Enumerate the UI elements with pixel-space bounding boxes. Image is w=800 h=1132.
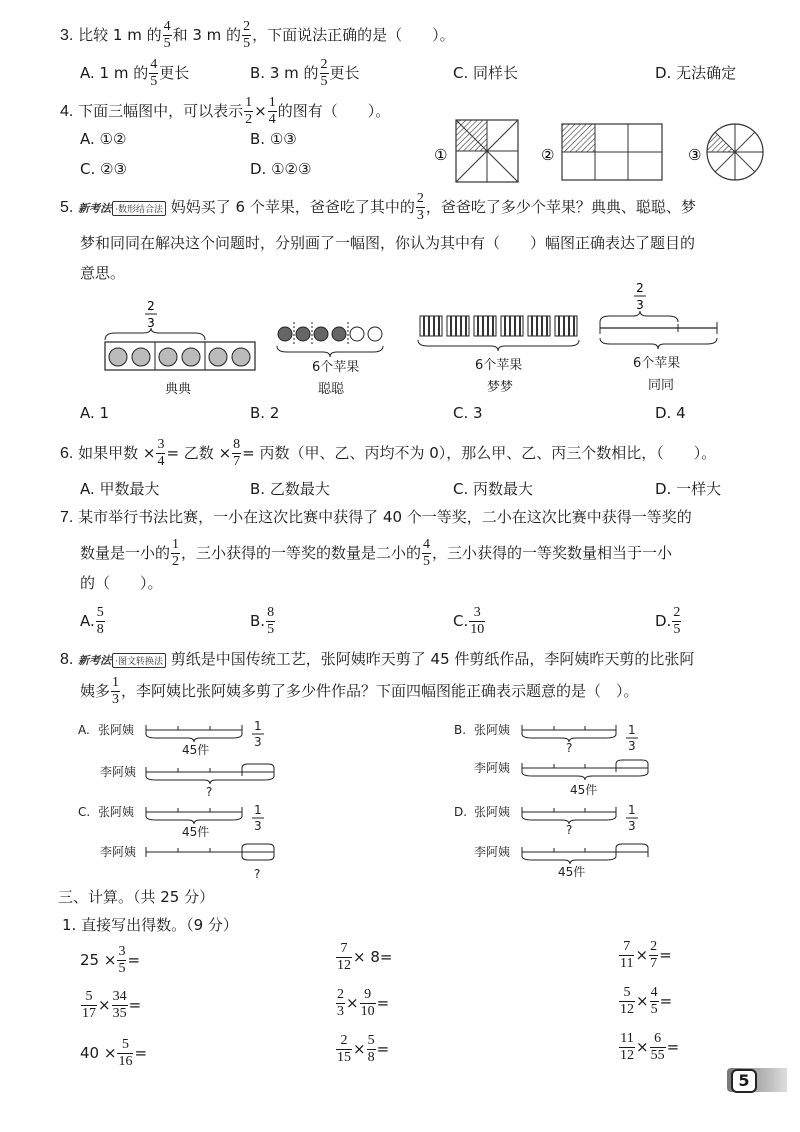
section3-sub: 1. 直接写出得数。（9 分） <box>62 916 238 934</box>
q5-stem: 5. 新考法 ·数形结合法 妈妈买了 6 个苹果，爸爸吃了其中的 $\frac{2}{3}$ ，爸爸吃了多少个苹果？典典、聪聪、梦 <box>60 191 696 223</box>
calc-item-2: $\frac{7}{12}$ × 8= <box>337 941 393 973</box>
q7-option-a[interactable]: A. $\frac{5}{8}$ <box>80 605 104 637</box>
q7-option-b[interactable]: B. $\frac{8}{5}$ <box>250 605 275 637</box>
svg-text:3: 3 <box>254 735 262 749</box>
calc-item-9: $\frac{11}{12}$ × $\frac{6}{55}$ = <box>620 1031 680 1063</box>
svg-text:张阿姨: 张阿姨 <box>98 805 135 819</box>
svg-text:45件: 45件 <box>570 783 598 797</box>
q5-line3: 意思。 <box>80 264 126 282</box>
congcong-figure <box>277 322 383 357</box>
q3-option-d[interactable]: D. 无法确定 <box>655 64 737 82</box>
q8-diagram-b <box>454 722 648 797</box>
svg-text:45件: 45件 <box>182 743 210 757</box>
caption-congcong: 聪聪 <box>318 382 345 397</box>
svg-text:?: ? <box>206 785 213 799</box>
q6-option-b[interactable]: B. 乙数最大 <box>250 480 330 498</box>
mengmeng-figure <box>418 316 579 351</box>
calc-item-5: $\frac{2}{3}$ × $\frac{9}{10}$ = <box>337 987 390 1019</box>
q7-option-d[interactable]: D. $\frac{2}{5}$ <box>655 605 681 637</box>
caption-six-apples: 6个苹果 <box>312 360 360 375</box>
calc-item-6: $\frac{5}{12}$ × $\frac{4}{5}$ = <box>620 985 673 1017</box>
page-number: 5 <box>731 1069 757 1093</box>
caption-six-apples: 6个苹果 <box>475 358 523 373</box>
calc-item-4: $\frac{5}{17}$ × $\frac{34}{35}$ = <box>82 989 142 1021</box>
svg-text:D.: D. <box>454 805 468 819</box>
q3-option-b[interactable]: B. 3 m 的 $\frac{2}{5}$ 更长 <box>250 57 360 89</box>
q4-option-a[interactable]: A. ①② <box>80 130 127 148</box>
new-method-tag: 新考法 ·图文转换法 <box>78 652 166 668</box>
q7-option-c[interactable]: C. $\frac{3}{10}$ <box>453 605 485 637</box>
q5-line2: 梦和同同在解决这个问题时，分别画了一幅图，你认为其中有（ ）幅图正确表达了题目的 <box>80 234 696 252</box>
diandian-figure <box>105 299 255 370</box>
svg-text:C.: C. <box>78 805 91 819</box>
svg-text:A.: A. <box>78 723 90 737</box>
page-number-badge <box>727 1068 787 1092</box>
svg-text:1: 1 <box>628 723 636 737</box>
caption-tongtong: 同同 <box>648 378 675 393</box>
tongtong-figure <box>600 281 717 349</box>
svg-text:李阿姨: 李阿姨 <box>100 845 137 859</box>
fig1-label: ① <box>434 146 448 164</box>
svg-text:3: 3 <box>147 316 155 330</box>
q4-option-d[interactable]: D. ①②③ <box>250 160 312 178</box>
q6-stem: 6. 如果甲数 × $\frac{3}{4}$ = 乙数 × $\frac{8}{7}$ = 丙数（甲、乙、丙均不为 0），那么甲、乙、丙三个数相比，（ ）。 <box>60 437 717 469</box>
q8-diagram-d <box>454 803 648 879</box>
q8-diagram-a <box>78 719 274 799</box>
q7-line3: 的（ ）。 <box>80 574 163 592</box>
q5-option-b[interactable]: B. 2 <box>250 404 280 422</box>
q7-line2: 数量是一小的 $\frac{1}{2}$ ，三小获得的一等奖的数量是二小的 $\frac{4}{5}$ ，三小获得的一等奖数量相当于一小 <box>80 537 673 569</box>
q3-option-c[interactable]: C. 同样长 <box>453 64 519 82</box>
q5-option-a[interactable]: A. 1 <box>80 404 110 422</box>
svg-text:李阿姨: 李阿姨 <box>100 765 137 779</box>
fig3-label: ③ <box>688 146 702 164</box>
calc-item-3: $\frac{7}{11}$ × $\frac{2}{7}$ = <box>620 939 672 971</box>
svg-text:3: 3 <box>628 819 636 833</box>
svg-text:张阿姨: 张阿姨 <box>98 723 135 737</box>
q8-line2: 姨多 $\frac{1}{3}$ ，李阿姨比张阿姨多剪了多少件作品？下面四幅图能正确表示题意的是（ ）。 <box>80 675 639 707</box>
q8-diagram-c <box>78 803 274 881</box>
q8-line1: 8. 新考法 ·图文转换法 剪纸是中国传统工艺，张阿姨昨天剪了 45 件剪纸作品，李阿姨昨天剪的比张阿 <box>60 650 695 668</box>
fig2-rect <box>562 124 662 180</box>
svg-text:1: 1 <box>254 803 262 817</box>
fraction: $\frac{2}{5}$ <box>243 19 251 51</box>
svg-text:3: 3 <box>636 298 644 312</box>
svg-text:?: ? <box>254 867 261 881</box>
q4-option-c[interactable]: C. ②③ <box>80 160 127 178</box>
svg-text:2: 2 <box>636 281 644 295</box>
svg-text:45件: 45件 <box>558 865 586 879</box>
q5-option-d[interactable]: D. 4 <box>655 404 686 422</box>
q6-option-d[interactable]: D. 一样大 <box>655 480 722 498</box>
q4-stem: 4. 下面三幅图中，可以表示 $\frac{1}{2}$ × $\frac{1}{4}$ 的图有（ ）。 <box>60 95 391 127</box>
svg-text:李阿姨: 李阿姨 <box>474 845 511 859</box>
svg-text:3: 3 <box>254 819 262 833</box>
svg-text:?: ? <box>566 741 573 755</box>
svg-text:张阿姨: 张阿姨 <box>474 723 511 737</box>
caption-six-apples: 6个苹果 <box>633 356 681 371</box>
svg-text:李阿姨: 李阿姨 <box>474 761 511 775</box>
q8-diagrams <box>70 710 690 890</box>
calc-item-1: 25 × $\frac{3}{5}$ = <box>80 944 141 976</box>
fig3-circle <box>707 124 763 180</box>
q3-option-a[interactable]: A. 1 m 的 $\frac{4}{5}$ 更长 <box>80 57 190 89</box>
q7-line1: 7. 某市举行书法比赛，一小在这次比赛中获得了 40 个一等奖，二小在这次比赛中获得一等奖的 <box>60 508 692 526</box>
calc-item-7: 40 × $\frac{5}{16}$ = <box>80 1037 148 1069</box>
q5-option-c[interactable]: C. 3 <box>453 404 483 422</box>
q3-stem: 3. 比较 1 m 的 $\frac{4}{5}$ 和 3 m 的 $\frac{2}{5}$ ，下面说法正确的是（ ）。 <box>60 19 455 51</box>
svg-text:张阿姨: 张阿姨 <box>474 805 511 819</box>
q4-figures <box>430 116 770 188</box>
svg-text:B.: B. <box>454 723 467 737</box>
new-method-tag: 新考法 ·数形结合法 <box>78 200 166 216</box>
svg-text:1: 1 <box>254 719 262 733</box>
svg-text:45件: 45件 <box>182 825 210 839</box>
calc-item-8: $\frac{2}{15}$ × $\frac{5}{8}$ = <box>337 1033 390 1065</box>
section3-title: 三、计算。（共 25 分） <box>58 888 215 906</box>
svg-text:1: 1 <box>628 803 636 817</box>
caption-mengmeng: 梦梦 <box>487 380 514 395</box>
q6-option-c[interactable]: C. 丙数最大 <box>453 480 534 498</box>
fig2-label: ② <box>541 146 555 164</box>
fraction: $\frac{4}{5}$ <box>163 19 171 51</box>
q6-option-a[interactable]: A. 甲数最大 <box>80 480 160 498</box>
svg-text:2: 2 <box>147 299 155 313</box>
caption-diandian: 典典 <box>165 382 192 397</box>
svg-text:?: ? <box>566 823 573 837</box>
svg-text:3: 3 <box>628 739 636 753</box>
q4-option-b[interactable]: B. ①③ <box>250 130 297 148</box>
fig1-square <box>456 120 518 182</box>
